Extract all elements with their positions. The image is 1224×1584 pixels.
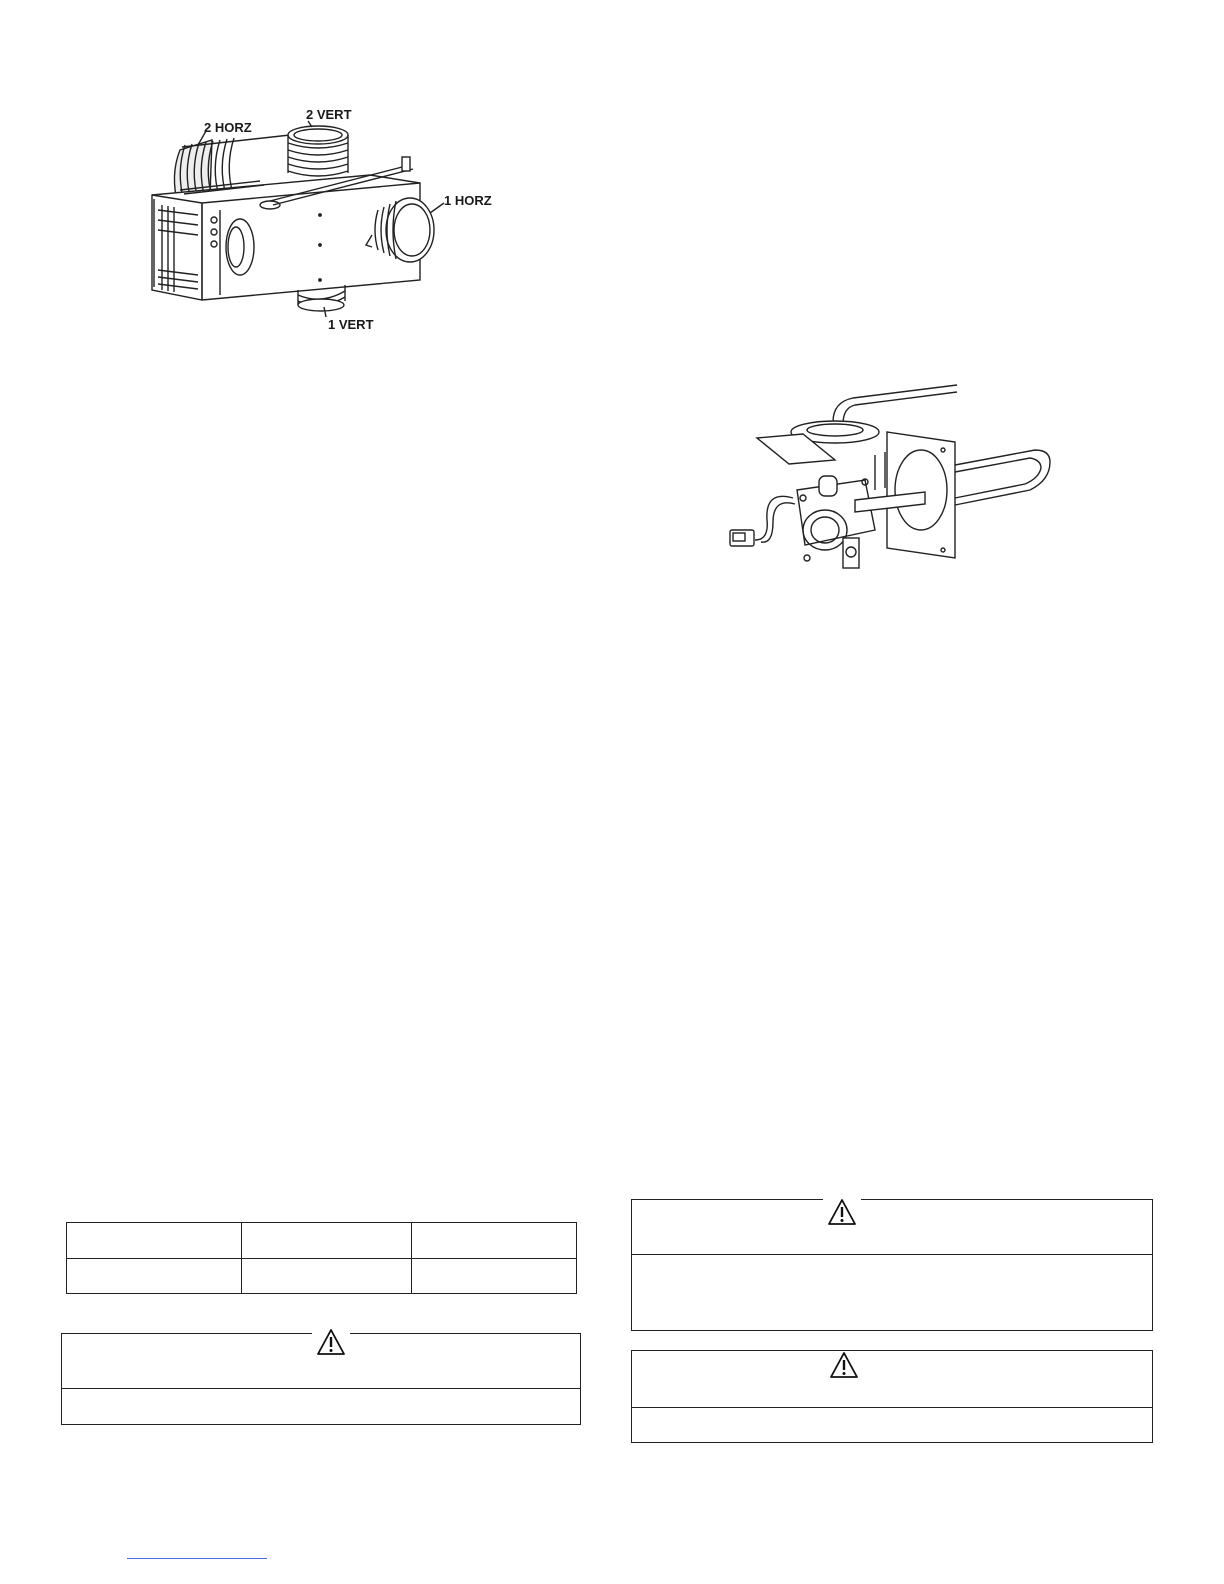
warning-heading [632,1228,1152,1248]
gas-valve-drawing [725,380,1060,590]
warning-triangle-icon [825,1351,863,1379]
table-cell [412,1258,577,1294]
warning-heading [62,1362,580,1382]
duct-collar-2-vert [288,126,348,176]
label-1-vert: 1 VERT [328,317,374,332]
gas-valve-figure [725,380,1060,590]
table-cell [67,1258,242,1294]
table-cell [242,1223,412,1259]
label-2-vert: 2 VERT [306,107,352,122]
footer-link[interactable] [127,1558,267,1559]
warning-box-left [61,1333,581,1425]
table-cell [67,1223,242,1259]
warning-triangle-icon [312,1328,350,1356]
table-cell [242,1258,412,1294]
warning-heading [632,1379,1152,1399]
warning-box-right-top [631,1199,1153,1331]
blower-assembly-drawing [140,95,520,345]
spec-table [66,1222,577,1294]
label-2-horz: 2 HORZ [204,120,252,135]
warning-body [642,1413,1142,1433]
table-row [67,1223,577,1259]
table-row [67,1258,577,1294]
table-cell [412,1223,577,1259]
warning-box-right-bottom [631,1350,1153,1443]
warning-body [642,1264,1142,1320]
label-1-horz: 1 HORZ [444,193,492,208]
warning-body [72,1396,570,1416]
blower-figure [140,95,520,345]
warning-triangle-icon [823,1198,861,1226]
